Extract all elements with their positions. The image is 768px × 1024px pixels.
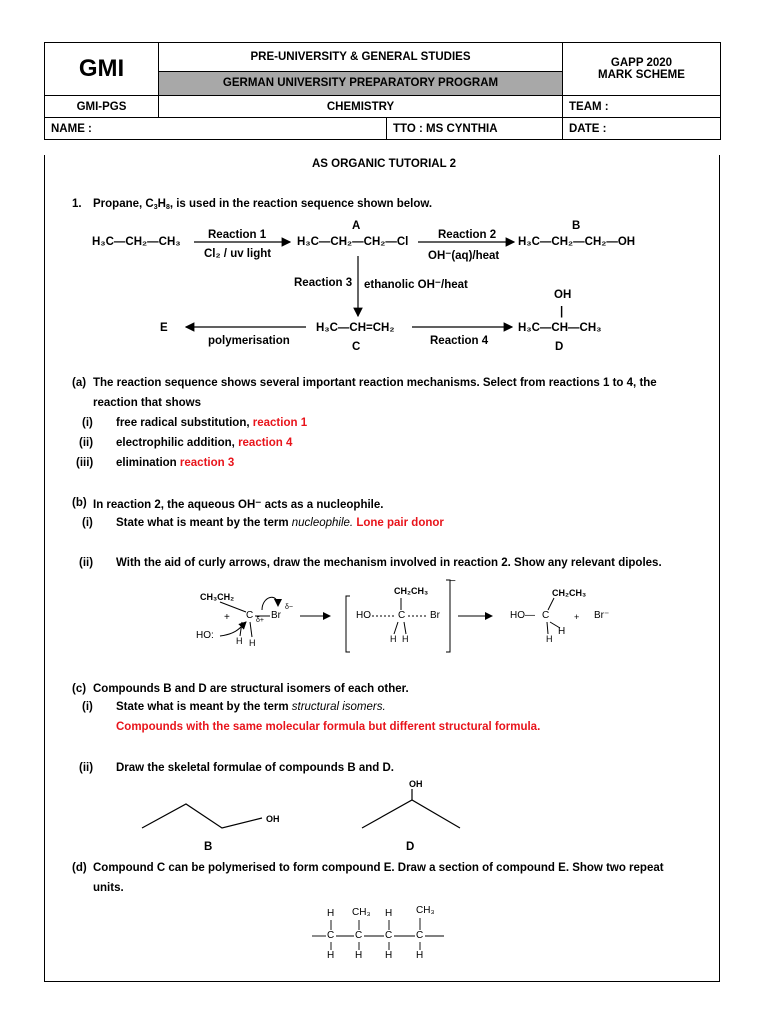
bromide-ion: Br⁻: [594, 610, 610, 621]
poly-c4: C: [416, 930, 424, 941]
subject-cell: CHEMISTRY: [159, 96, 563, 118]
poly-h-bot4: H: [416, 950, 424, 961]
polymerisation-label: polymerisation: [208, 335, 290, 347]
skeletal-D-oh: OH: [409, 779, 423, 789]
reaction1-conditions: Cl₂ / uv light: [204, 248, 272, 260]
qb-label: (b): [72, 497, 87, 509]
poly-c3: C: [385, 930, 393, 941]
product-plus: +: [574, 612, 580, 622]
mech-h1: H: [236, 636, 243, 646]
qa-i-answer: reaction 1: [252, 417, 308, 429]
qb-i-answer: Lone pair donor: [356, 517, 444, 529]
mech-plus: +: [224, 612, 230, 623]
qb-text: In reaction 2, the aqueous OH⁻ acts as a nucleophile.: [93, 499, 384, 511]
code-cell: GMI-PGS: [45, 96, 159, 118]
mech-ch3ch2: CH₃CH₂: [200, 592, 235, 602]
compound-A: H₃C—CH₂—CH₂—Cl: [297, 236, 409, 248]
poly-h-top2: H: [385, 908, 393, 919]
ts-ho: HO: [356, 610, 371, 621]
ts-h1: H: [390, 634, 397, 644]
ts-ch2ch3: CH₂CH₃: [394, 586, 429, 596]
qa-ii-answer: reaction 4: [238, 437, 293, 449]
qa-ii-text: electrophilic addition, reaction 4: [116, 437, 293, 449]
logo: GMI: [45, 43, 159, 96]
skeletal-D-label: D: [406, 841, 415, 853]
propane: H₃C—CH₂—CH₃: [92, 236, 181, 248]
qa-iii-text: elimination reaction 3: [116, 457, 235, 469]
qa-ii-num: (ii): [79, 437, 94, 449]
ts-charge: −: [450, 576, 456, 587]
poly-h-bot2: H: [355, 950, 363, 961]
qa-iii-num: (iii): [76, 457, 94, 469]
reaction2-label: Reaction 2: [438, 229, 497, 241]
reaction2-conditions: OH⁻(aq)/heat: [428, 250, 500, 262]
q1-text: Propane, C3H8, is used in the reaction sequence shown below.: [93, 198, 433, 211]
product-h1: H: [558, 626, 566, 637]
poly-h-bot1: H: [327, 950, 335, 961]
qa-iii-answer: reaction 3: [179, 457, 235, 469]
tto-cell: TTO : MS CYNTHIA: [387, 118, 563, 140]
qc-ii-num: (ii): [79, 762, 94, 774]
qc-i-num: (i): [82, 701, 93, 713]
compound-D-bond: |: [560, 306, 564, 318]
qd-text1: Compound C can be polymerised to form compound E. Draw a section of compound E. Show two repeat: [93, 862, 664, 874]
label-C: C: [352, 341, 361, 353]
qb-ii-num: (ii): [79, 557, 94, 569]
compound-B: H₃C—CH₂—CH₂—OH: [518, 236, 636, 248]
q1-number: 1.: [72, 198, 82, 210]
label-D: D: [555, 341, 564, 353]
ts-br: Br: [430, 610, 440, 621]
label-B: B: [572, 220, 581, 232]
product-carbon: C: [542, 610, 550, 621]
qb-i-num: (i): [82, 517, 93, 529]
qc-label: (c): [72, 683, 87, 695]
date-cell: DATE :: [563, 118, 721, 140]
reaction4-label: Reaction 4: [430, 335, 489, 347]
mech-carbon: C: [246, 610, 254, 621]
mech-dplus: δ+: [256, 617, 264, 624]
qd-text2: units.: [93, 882, 124, 894]
mech-dminus: δ−: [285, 604, 293, 611]
skeletal-B-oh: OH: [266, 814, 280, 824]
compound-C: H₃C—CH=CH₂: [316, 322, 395, 334]
qa-text2: reaction that shows: [93, 397, 201, 409]
qc-text: Compounds B and D are structural isomers of each other.: [93, 683, 409, 695]
product-ch2ch3: CH₂CH₃: [552, 588, 587, 598]
qc-ii-text: Draw the skeletal formulae of compounds B and D.: [116, 762, 394, 774]
skeletal-B-label: B: [204, 841, 213, 853]
poly-ch3-top2: CH₃: [416, 905, 435, 916]
qc-i-text: State what is meant by the term structural isomers.: [116, 701, 386, 713]
mech-ho: HO:: [196, 630, 214, 641]
qb-i-text: State what is meant by the term nucleophile. Lone pair donor: [116, 517, 444, 529]
poly-ch3-top1: CH₃: [352, 907, 371, 918]
program-line2: GERMAN UNIVERSITY PREPARATORY PROGRAM: [159, 71, 563, 95]
reaction1-label: Reaction 1: [208, 229, 267, 241]
page-title: AS ORGANIC TUTORIAL 2: [312, 158, 456, 170]
qa-label: (a): [72, 377, 87, 389]
qa-text1: The reaction sequence shows several important reaction mechanisms. Select from reactions 1 to 4, the: [93, 377, 657, 389]
reaction3-label: Reaction 3: [294, 277, 353, 289]
team-cell: TEAM :: [563, 96, 721, 118]
poly-h-bot3: H: [385, 950, 393, 961]
poly-c1: C: [327, 930, 335, 941]
qa-i-num: (i): [82, 417, 93, 429]
compound-D: H₃C—CH—CH₃: [518, 322, 602, 334]
label-A: A: [352, 220, 361, 232]
poly-c2: C: [355, 930, 363, 941]
product-h2: H: [546, 634, 553, 644]
ts-carbon: C: [398, 610, 406, 621]
mark-scheme-label: MARK SCHEME: [598, 69, 685, 81]
qb-ii-text: With the aid of curly arrows, draw the mechanism involved in reaction 2. Show any relevant dipoles.: [116, 557, 662, 569]
name-cell: NAME :: [45, 118, 387, 140]
label-E: E: [160, 322, 168, 334]
ts-h2: H: [402, 634, 409, 644]
qc-i-answer: Compounds with the same molecular formula but different structural formula.: [116, 721, 541, 733]
program-line1: PRE-UNIVERSITY & GENERAL STUDIES: [159, 43, 563, 72]
mech-br: Br: [271, 610, 281, 621]
qd-label: (d): [72, 862, 87, 874]
qa-i-text: free radical substitution, reaction 1: [116, 417, 308, 429]
compound-D-oh: OH: [554, 289, 572, 301]
reaction3-conditions: ethanolic OH⁻/heat: [364, 279, 468, 291]
mech-h2: H: [249, 638, 256, 648]
poly-h-top1: H: [327, 908, 335, 919]
product-ho: HO—: [510, 610, 535, 621]
gapp-year: GAPP 2020: [610, 57, 673, 69]
